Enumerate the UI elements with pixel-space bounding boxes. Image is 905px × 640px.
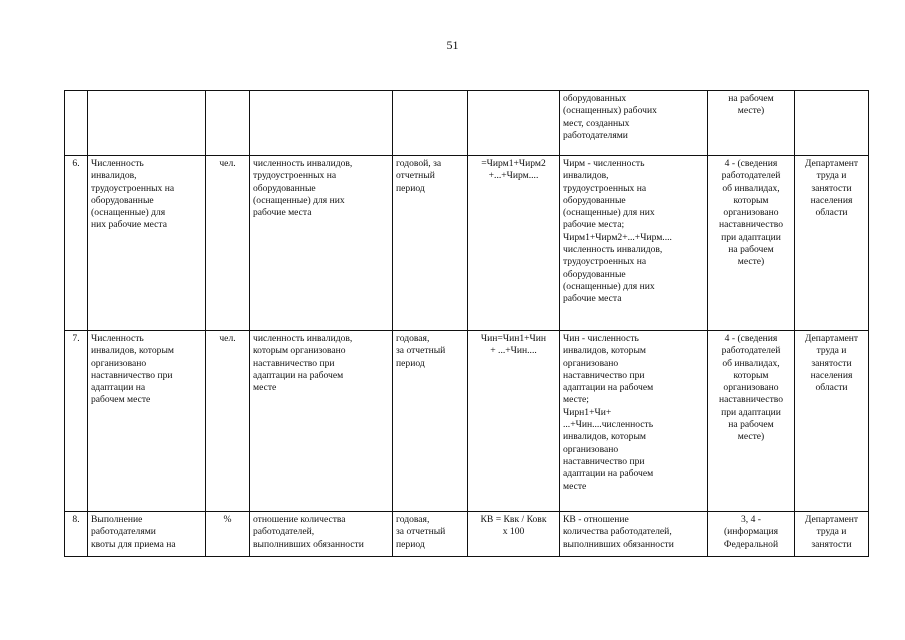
- source-text: 3, 4 - (информация Федеральной: [723, 514, 779, 550]
- source-cell: [708, 331, 795, 512]
- formula-cell: [468, 91, 560, 156]
- source-cell: [708, 512, 795, 557]
- indicator-name-cell: [88, 91, 206, 156]
- variables-cell: [560, 331, 708, 512]
- indicator-name-text: Численность инвалидов, трудоустроенных на оборудованные (оснащенные) для них рабочие места: [91, 158, 175, 231]
- period-cell: [393, 91, 468, 156]
- table-body: [65, 91, 869, 557]
- page-number: 51: [446, 38, 459, 52]
- indicator-name-text: Выполнение работодателями квоты для приема на: [91, 514, 176, 550]
- source-text: 4 - (сведения работодателей об инвалидах, которым организовано наставничество при адаптации на рабочем месте): [718, 333, 784, 443]
- row-number-text: 8.: [72, 514, 80, 525]
- definition-cell: [250, 156, 393, 331]
- period-cell: [393, 512, 468, 557]
- row-number-cell: [65, 91, 88, 156]
- formula-text: КВ = Квк / Ковк х 100: [480, 514, 547, 538]
- row-number-text: 6.: [72, 158, 80, 169]
- definition-text: численность инвалидов, трудоустроенных на оборудованные (оснащенные) для них рабочие места: [253, 158, 353, 219]
- table-row: [65, 331, 869, 512]
- responsible-text: Департамент труда и занятости: [804, 514, 859, 550]
- indicator-name-cell: [88, 331, 206, 512]
- variables-text: оборудованных (оснащенных) рабочих мест, созданных работодателями: [563, 93, 657, 141]
- variables-cell: [560, 156, 708, 331]
- table-row: [65, 512, 869, 557]
- definition-text: отношение количества работодателей, выполнивших обязанности: [253, 514, 364, 550]
- period-text: годовая, за отчетный период: [396, 514, 446, 550]
- responsible-cell: [795, 331, 869, 512]
- indicator-name-cell: [88, 512, 206, 557]
- source-text: 4 - (сведения работодателей об инвалидах, которым организовано наставничество при адаптации на рабочем месте): [718, 158, 784, 268]
- row-number-text: 7.: [72, 333, 80, 344]
- definition-cell: [250, 331, 393, 512]
- responsible-cell: [795, 91, 869, 156]
- row-number-cell: [65, 331, 88, 512]
- source-cell: [708, 91, 795, 156]
- variables-cell: [560, 512, 708, 557]
- variables-cell: [560, 91, 708, 156]
- period-text: годовая, за отчетный период: [396, 333, 446, 369]
- table-row: [65, 156, 869, 331]
- period-text: годовой, за отчетный период: [396, 158, 442, 194]
- definition-cell: [250, 91, 393, 156]
- variables-text: Чин - численность инвалидов, которым организовано наставничество при адаптации на рабочем месте; Чирн1+Чи+ ...+Чин....численность инвалидов, которым организовано наставничество при адаптации на рабочем месте: [563, 333, 654, 492]
- indicator-name-text: Численность инвалидов, которым организовано наставничество при адаптации на рабочем месте: [91, 333, 174, 406]
- unit-cell: [206, 512, 250, 557]
- period-cell: [393, 156, 468, 331]
- indicators-table-wrapper: [64, 90, 869, 557]
- variables-text: Чирм - численность инвалидов, трудоустроенных на оборудованные (оснащенные) для них рабочие места; Чирм1+Чирм2+...+Чирм.... численность инвалидов, трудоустроенных на оборудованные (оснащенные) для них рабочие места: [563, 158, 672, 305]
- formula-cell: [468, 331, 560, 512]
- source-cell: [708, 156, 795, 331]
- responsible-text: Департамент труда и занятости населения области: [804, 333, 859, 394]
- responsible-cell: [795, 156, 869, 331]
- unit-text: чел.: [219, 333, 236, 344]
- unit-cell: [206, 156, 250, 331]
- row-number-cell: [65, 156, 88, 331]
- variables-text: КВ - отношение количества работодателей, выполнивших обязанности: [563, 514, 674, 550]
- unit-cell: [206, 331, 250, 512]
- definition-cell: [250, 512, 393, 557]
- responsible-cell: [795, 512, 869, 557]
- definition-text: численность инвалидов, которым организовано наставничество при адаптации на рабочем месте: [253, 333, 353, 394]
- table-row: [65, 91, 869, 156]
- formula-text: Чин=Чин1+Чин + ...+Чин....: [480, 333, 547, 357]
- indicators-table: [64, 90, 869, 557]
- unit-cell: [206, 91, 250, 156]
- formula-cell: [468, 512, 560, 557]
- indicator-name-cell: [88, 156, 206, 331]
- period-cell: [393, 331, 468, 512]
- responsible-text: Департамент труда и занятости населения области: [804, 158, 859, 219]
- unit-text: %: [223, 514, 232, 525]
- formula-cell: [468, 156, 560, 331]
- row-number-cell: [65, 512, 88, 557]
- source-text: на рабочем месте): [728, 93, 774, 117]
- unit-text: чел.: [219, 158, 236, 169]
- formula-text: =Чирм1+Чирм2 +...+Чирм....: [481, 158, 546, 182]
